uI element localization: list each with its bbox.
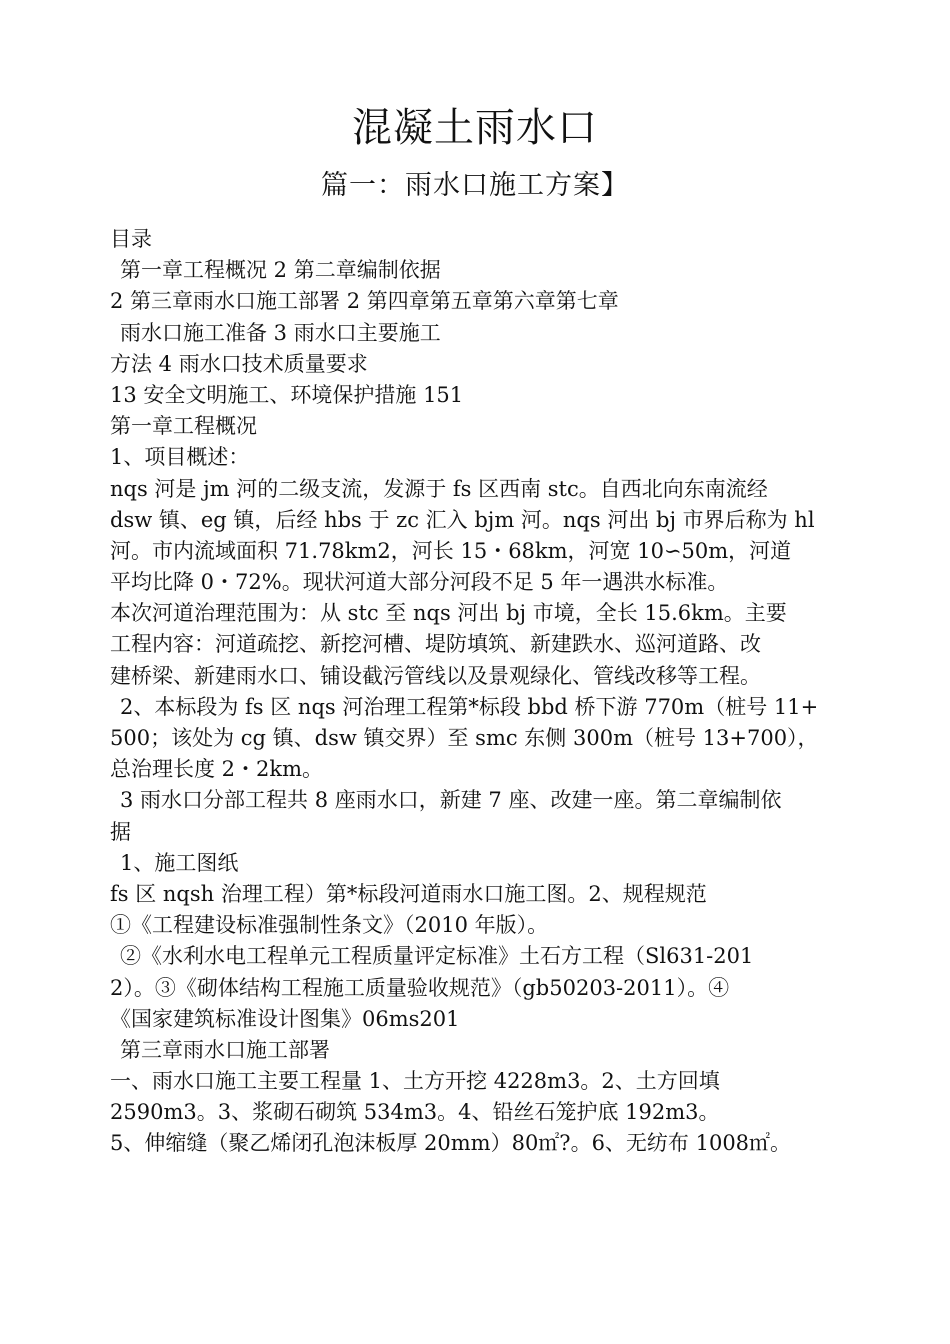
text-line: 据 — [110, 819, 131, 844]
text-line: 5、伸缩缝（聚乙烯闭孔泡沫板厚 20mm）80㎡?。6、无纺布 1008㎡。 — [110, 1131, 792, 1156]
text-line: 2、本标段为 fs 区 nqs 河治理工程第*标段 bbd 桥下游 770m（桩号 11+ — [120, 694, 819, 719]
text-line: 13 安全文明施工、环境保护措施 151 — [110, 382, 464, 407]
text-line: 工程内容：河道疏挖、新挖河槽、堤防填筑、新建跌水、巡河道路、改 — [110, 632, 761, 657]
document-body — [110, 224, 850, 1160]
text-line: nqs 河是 jm 河的二级支流，发源于 fs 区西南 stc。自西北向东南流经 — [110, 476, 768, 501]
text-line: 第一章工程概况 — [110, 414, 257, 439]
text-line: 本次河道治理范围为：从 stc 至 nqs 河出 bj 市境，全长 15.6km。主要 — [110, 601, 787, 626]
text-line: dsw 镇、eg 镇，后经 hbs 于 zc 汇入 bjm 河。nqs 河出 bj 市界后称为 hl — [110, 507, 815, 532]
text-line: 2 第三章雨水口施工部署 2 第四章第五章第六章第七章 — [110, 289, 619, 314]
text-line: 雨水口施工准备 3 雨水口主要施工 — [120, 320, 441, 345]
text-line: 方法 4 雨水口技术质量要求 — [110, 351, 368, 376]
text-line: 建桥梁、新建雨水口、铺设截污管线以及景观绿化、管线改移等工程。 — [110, 663, 761, 688]
text-line: fs 区 nqsh 治理工程）第*标段河道雨水口施工图。2、规程规范 — [110, 881, 707, 906]
text-line: 1、施工图纸 — [120, 850, 239, 875]
text-line: 第三章雨水口施工部署 — [120, 1037, 330, 1062]
text-line: 总治理长度 2・2km。 — [110, 757, 324, 782]
text-line: 目录 — [110, 227, 152, 251]
document-title: 混凝土雨水口 — [352, 105, 598, 151]
text-line: 平均比降 0・72%。现状河道大部分河段不足 5 年一遇洪水标准。 — [110, 570, 729, 595]
text-line: 1、项目概述： — [110, 445, 250, 470]
text-line: 河。市内流域面积 71.78km2，河长 15・68km，河宽 10∽50m，河道 — [110, 538, 792, 563]
text-line: ①《工程建设标准强制性条文》（2010 年版）。 — [110, 913, 549, 938]
text-line: 一、雨水口施工主要工程量 1、土方开挖 4228m3。2、土方回填 — [110, 1069, 720, 1094]
text-line: 2590m3。3、浆砌石砌筑 534m3。4、铅丝石笼护底 192m3。 — [110, 1100, 720, 1125]
text-line: 500；该处为 cg 镇、dsw 镇交界）至 smc 东侧 300m（桩号 13+700）， — [110, 726, 819, 750]
text-line: 2）。③《砌体结构工程施工质量验收规范》（gb50203-2011）。④ — [110, 975, 730, 1000]
text-line: 《国家建筑标准设计图集》06ms201 — [110, 1006, 460, 1031]
text-line: ②《水利水电工程单元工程质量评定标准》土石方工程（Sl631-201 — [120, 944, 754, 969]
document-subtitle: 篇一：雨水口施工方案】 — [321, 170, 629, 201]
text-line: 3 雨水口分部工程共 8 座雨水口，新建 7 座、改建一座。第二章编制依 — [120, 788, 782, 813]
text-line: 第一章工程概况 2 第二章编制依据 — [120, 258, 441, 283]
